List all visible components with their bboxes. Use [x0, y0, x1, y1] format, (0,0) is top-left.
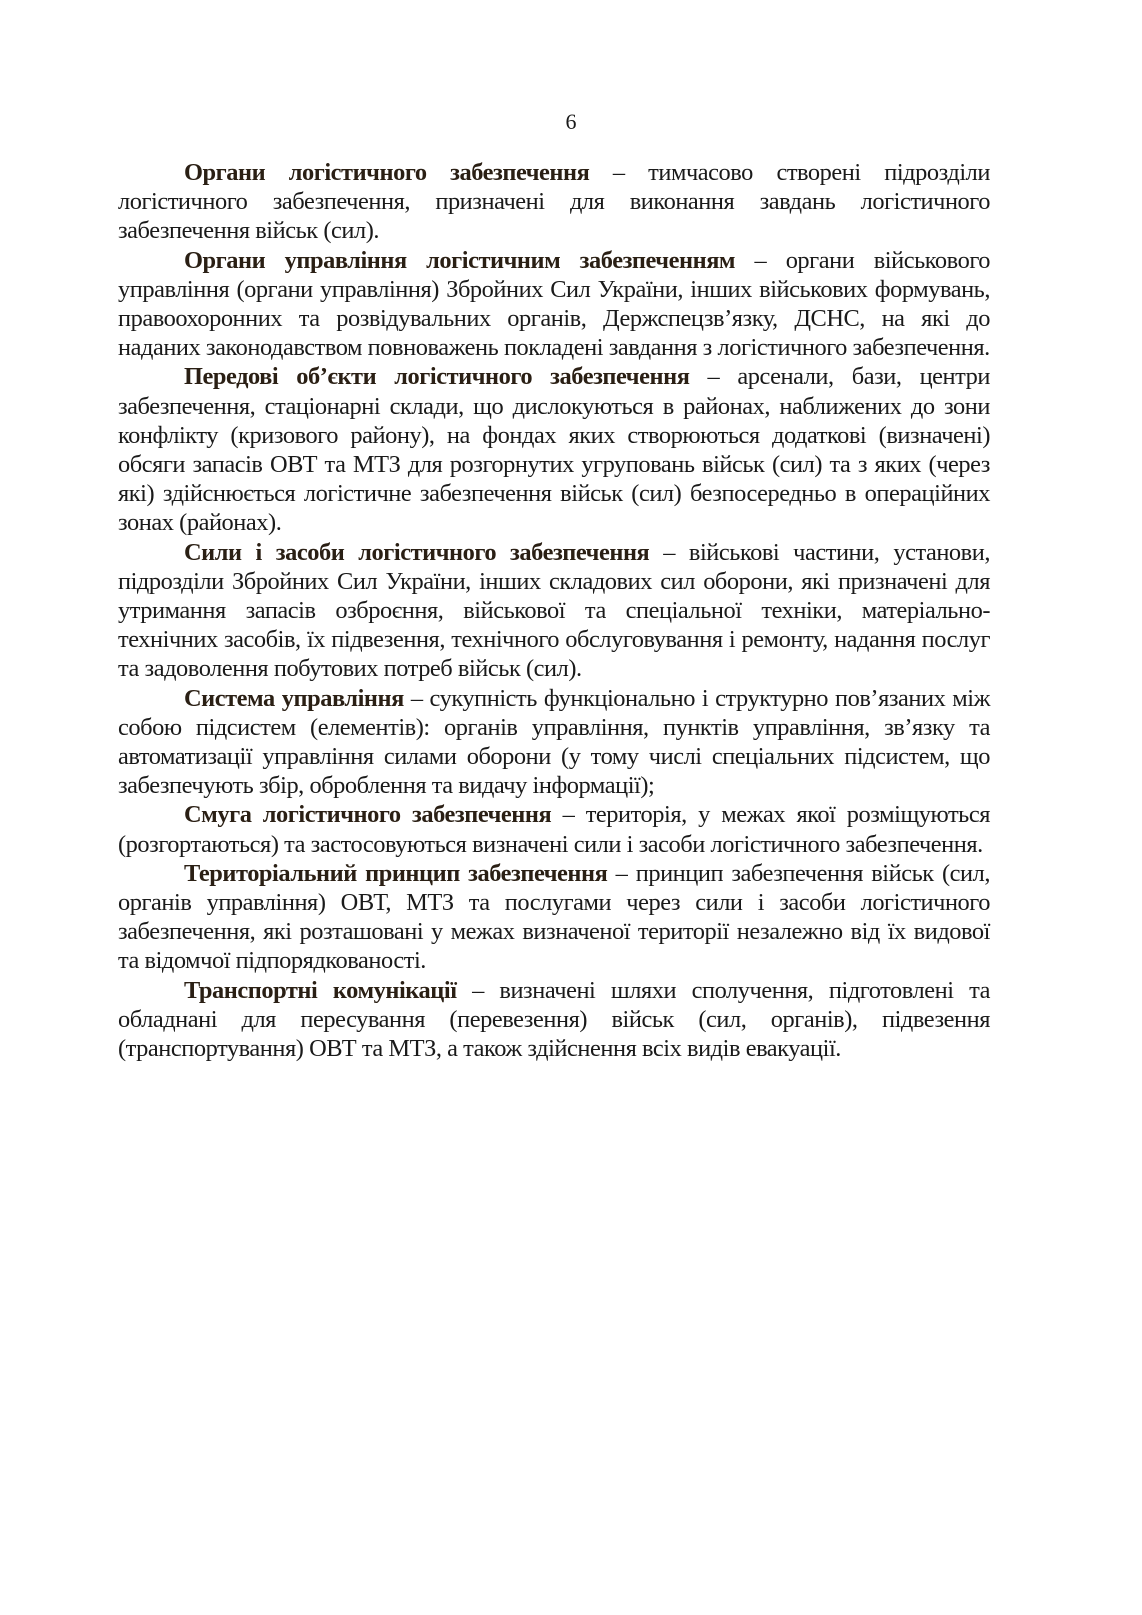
definition-text: визначені шляхи сполучення, підготовлені та обладнані для пересування (перевезення) військ (сил, органів), підвезення (транспортування) ОВТ та МТЗ, а також здійснення всіх видів евакуації. [118, 976, 990, 1063]
document-body [118, 158, 990, 1063]
definition-paragraph [118, 684, 990, 801]
definition-separator: – [689, 363, 738, 391]
definition-term: Транспортні комунікації [184, 976, 457, 1004]
definition-term: Система управління [184, 684, 404, 712]
definition-paragraph [118, 859, 990, 976]
definition-paragraph [118, 362, 990, 537]
definition-text: арсенали, бази, центри забезпечення, стаціонарні склади, що дислокуються в районах, наближених до зони конфлікту (кризового району), на фондах яких створюються додаткові (визначені) обсяги запасів ОВТ та МТЗ для розгорнутих угруповань військ (сил) та з яких (через які) здійснюється логістичне забезпечення військ (сил) безпосередньо в операційних зонах (районах). [118, 363, 991, 537]
definition-text: сукупність функціонально і структурно пов’язаних між собою підсистем (елементів): органів управління, пунктів управління, зв’язку та автоматизації управління силами оборони (у тому числі спеціальних підсистем, що забезпечують збір, оброблення та видачу інформації); [118, 684, 991, 800]
definition-text: військові частини, установи, підрозділи Збройних Сил України, інших складових сил оборони, які призначені для утримання запасів озброєння, військової та спеціальної техніки, матеріально-технічних засобів, їх підвезення, технічного обслуговування і ремонту, надання послуг та задоволення побутових потреб військ (сил). [118, 538, 990, 683]
definition-separator: – [456, 976, 500, 1004]
definition-term: Територіальний принцип забезпечення [184, 859, 608, 887]
definition-text: органи військового управління (органи управління) Збройних Сил України, інших військових формувань, правоохоронних та розвідувальних органів, Держспецзв’язку, ДСНС, на які до наданих законодавством повноважень покладені завдання з логістичного забезпечення. [118, 246, 991, 362]
definition-paragraph [118, 976, 990, 1064]
definition-term: Сили і засоби логістичного забезпечення [184, 538, 650, 566]
definition-paragraph [118, 158, 990, 246]
definition-text: принцип забезпечення військ (сил, органів управління) ОВТ, МТЗ та послугами через сили і засоби логістичного забезпечення, які розташовані у межах визначеної території незалежно від їх видової та відомчої підпорядкованості. [118, 859, 990, 975]
definition-term: Смуга логістичного забезпечення [184, 801, 552, 829]
definition-separator: – [607, 859, 636, 887]
definition-separator: – [589, 159, 649, 186]
definition-separator: – [649, 538, 689, 566]
page-number: 6 [565, 109, 577, 134]
definition-term: Передові об’єкти логістичного забезпечення [184, 363, 690, 391]
definition-paragraph [118, 538, 990, 684]
definition-text: територія, у межах якої розміщуються (розгортаються) та застосовуються визначені сили і засоби логістичного забезпечення. [118, 801, 990, 858]
definition-term: Органи логістичного забезпечення [184, 159, 590, 186]
definition-separator: – [735, 246, 786, 274]
definition-paragraph [118, 246, 990, 363]
definition-text: тимчасово створені підрозділи логістичного забезпечення, призначені для виконання завдань логістичного забезпечення військ (сил). [118, 159, 990, 245]
definition-term: Органи управління логістичним забезпеченням [184, 246, 736, 274]
definition-paragraph [118, 800, 990, 858]
definition-separator: – [403, 684, 430, 712]
definition-separator: – [551, 801, 586, 829]
